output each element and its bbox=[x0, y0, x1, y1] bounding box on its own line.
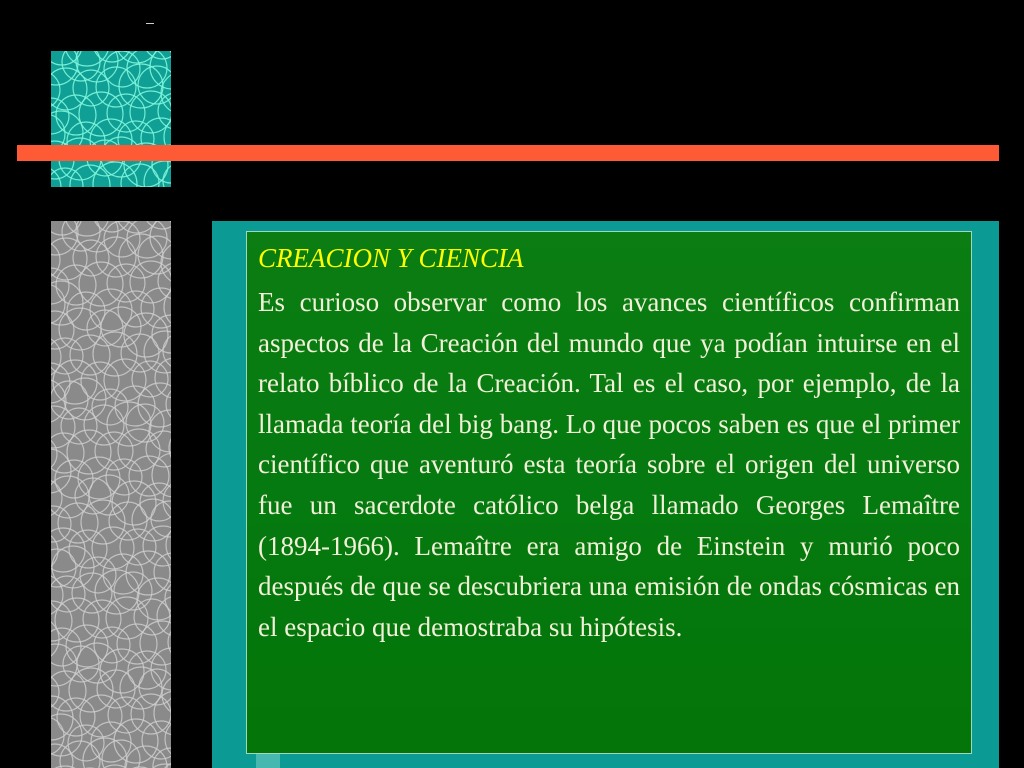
decorative-teal-circle-tile bbox=[51, 51, 171, 187]
pattern-circle bbox=[121, 334, 159, 372]
pattern-circle bbox=[96, 237, 136, 277]
slide-body-text: Es curioso observar como los avances científicos confirman aspectos de la Creación del mundo que ya podían intuirse en el relato bíblico de la Creación. Tal es el caso, por ejemplo, de la llamada teoría del big bang. Lo que pocos saben es que el primer científico que aventuró esta teoría sobre el origen del universo fue un sacerdote católico belga llamado Georges Lemaître (1894-1966). Lemaître era amigo de Einstein y murió poco después de que se descubriera una emisión de ondas cósmicas en el espacio que demostraba su hipótesis. bbox=[258, 287, 960, 642]
pattern-circle bbox=[161, 242, 171, 284]
pattern-circle bbox=[161, 72, 171, 114]
pattern-circle bbox=[56, 265, 96, 305]
pattern-circle bbox=[91, 722, 131, 762]
pattern-circle bbox=[51, 696, 73, 740]
teal-circle-pattern bbox=[51, 51, 171, 187]
decorative-gray-circle-column bbox=[51, 221, 171, 768]
pattern-circle bbox=[51, 674, 59, 710]
pattern-circle bbox=[166, 385, 171, 423]
pattern-circle bbox=[106, 597, 148, 639]
pattern-circle bbox=[76, 51, 118, 82]
pattern-circle bbox=[109, 502, 147, 540]
pattern-circle bbox=[56, 95, 96, 135]
pattern-circle bbox=[144, 51, 171, 59]
pattern-circle bbox=[51, 436, 57, 472]
pattern-circle bbox=[65, 221, 109, 236]
pattern-circle bbox=[154, 553, 171, 591]
pattern-circle bbox=[61, 408, 97, 444]
pattern-circle bbox=[164, 285, 171, 329]
pattern-circle bbox=[95, 432, 133, 470]
pattern-circle bbox=[131, 694, 171, 734]
pattern-circle bbox=[152, 453, 171, 497]
pattern-circle bbox=[83, 738, 127, 768]
decorative-dash bbox=[146, 23, 154, 24]
pattern-circle bbox=[58, 503, 98, 543]
pattern-circle bbox=[116, 51, 158, 63]
pattern-circle bbox=[70, 335, 110, 375]
pattern-circle bbox=[51, 221, 55, 225]
pattern-circle bbox=[129, 456, 169, 496]
pattern-circle bbox=[116, 221, 158, 233]
pattern-circle bbox=[51, 51, 55, 55]
pattern-circle bbox=[115, 386, 155, 426]
pattern-circle bbox=[134, 599, 170, 635]
pattern-circle bbox=[65, 51, 109, 66]
pattern-circle bbox=[83, 600, 121, 638]
pattern-circle bbox=[103, 554, 143, 594]
pattern-circle bbox=[107, 264, 145, 302]
pattern-circle bbox=[117, 624, 157, 664]
pattern-circle bbox=[51, 168, 83, 187]
pattern-circle bbox=[97, 670, 135, 708]
decorative-frame-tab bbox=[256, 754, 280, 768]
pattern-circle bbox=[96, 67, 136, 107]
decorative-orange-bar bbox=[17, 145, 999, 161]
pattern-circle bbox=[107, 94, 145, 132]
pattern-circle bbox=[118, 429, 160, 471]
gray-circle-pattern bbox=[51, 221, 171, 768]
pattern-circle bbox=[169, 428, 171, 468]
pattern-circle bbox=[51, 71, 60, 109]
pattern-circle bbox=[144, 221, 171, 229]
text-box bbox=[246, 231, 972, 754]
pattern-circle bbox=[72, 573, 112, 613]
pattern-circle bbox=[51, 241, 60, 279]
pattern-circle bbox=[76, 221, 118, 252]
pattern-circle bbox=[168, 623, 171, 661]
pattern-circle bbox=[84, 405, 124, 445]
pattern-circle bbox=[73, 240, 109, 276]
pattern-circle bbox=[73, 70, 109, 106]
slide-title: CREACION Y CIENCIA bbox=[258, 243, 524, 273]
pattern-circle bbox=[51, 576, 85, 612]
pattern-circle bbox=[163, 333, 171, 369]
